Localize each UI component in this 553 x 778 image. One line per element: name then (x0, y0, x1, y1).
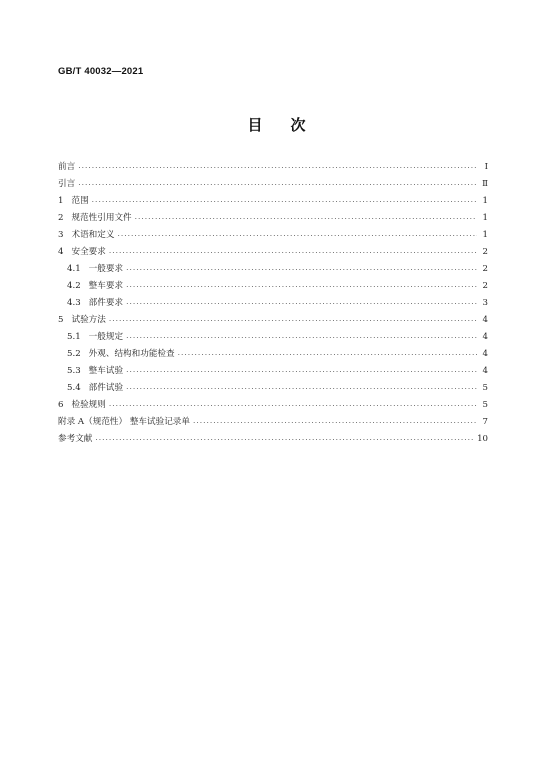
toc-dot-leader (126, 363, 477, 380)
toc-entry-number: 5.1 (67, 332, 81, 342)
toc-entry[interactable] (58, 363, 488, 380)
toc-dot-leader (109, 244, 477, 261)
toc-entry-number: 5.2 (67, 349, 81, 359)
toc-entry[interactable] (58, 431, 488, 448)
toc-page-number: 2 (482, 281, 488, 291)
toc-page-number: 1 (482, 196, 488, 206)
toc-entry-title (58, 244, 106, 261)
toc-entry-title (58, 312, 106, 329)
toc-entry[interactable] (58, 227, 488, 244)
toc-entry-title (67, 346, 175, 363)
toc-entry-number: 4.2 (67, 281, 81, 291)
toc-page-number: Ⅱ (482, 179, 488, 189)
toc-page-number: 5 (482, 400, 488, 410)
toc-entry-label: 一般要求 (88, 264, 124, 274)
toc-entry-number: 4 (58, 247, 64, 257)
table-of-contents (58, 159, 488, 448)
toc-entry-label: 整车要求 (88, 281, 124, 291)
toc-page-number: 1 (482, 213, 488, 223)
toc-page-number: 4 (482, 349, 488, 359)
toc-entry-number: 2 (58, 213, 64, 223)
toc-entry-number: 6 (58, 400, 64, 410)
toc-entry-title (67, 261, 123, 278)
toc-entry-number: 4.1 (67, 264, 81, 274)
title-char-1: 目 (247, 116, 263, 134)
toc-entry[interactable] (58, 176, 488, 193)
toc-dot-leader (78, 176, 477, 193)
toc-entry[interactable] (58, 295, 488, 312)
toc-entry[interactable] (58, 159, 488, 176)
toc-entry-title (58, 227, 114, 244)
toc-entry-label: 引言 (58, 179, 76, 189)
toc-entry-label: 前言 (58, 162, 76, 172)
toc-entry-label: 参考文献 (58, 434, 93, 444)
toc-page-number: Ⅰ (484, 162, 488, 172)
toc-entry-title (67, 278, 123, 295)
toc-dot-leader (109, 397, 477, 414)
toc-entry-number: 5.3 (67, 366, 81, 376)
toc-dot-leader (193, 414, 477, 431)
toc-entry[interactable] (58, 346, 488, 363)
toc-entry-title (67, 329, 123, 346)
title-char-2: 次 (290, 116, 306, 134)
toc-dot-leader (126, 261, 477, 278)
toc-entry-number: 5.4 (67, 383, 81, 393)
toc-entry-title (58, 414, 190, 431)
toc-entry[interactable] (58, 210, 488, 227)
toc-entry[interactable] (58, 244, 488, 261)
toc-entry-number: 1 (58, 196, 64, 206)
toc-entry[interactable] (58, 312, 488, 329)
toc-entry[interactable] (58, 329, 488, 346)
toc-entry[interactable] (58, 380, 488, 397)
toc-entry[interactable] (58, 193, 488, 210)
toc-page-number: 4 (482, 315, 488, 325)
toc-entry-label: 部件要求 (88, 298, 124, 308)
toc-entry-number: 4.3 (67, 298, 81, 308)
toc-page-number: 5 (482, 383, 488, 393)
toc-entry-title (67, 363, 123, 380)
toc-entry-title (67, 295, 123, 312)
toc-entry-title (67, 380, 123, 397)
toc-entry-label: 检验规则 (71, 400, 106, 410)
toc-dot-leader (95, 431, 474, 448)
toc-entry-title (58, 193, 89, 210)
toc-entry-number: 5 (58, 315, 64, 325)
toc-page-number: 1 (482, 230, 488, 240)
toc-entry[interactable] (58, 261, 488, 278)
toc-entry-title (58, 210, 132, 227)
page-title (0, 114, 553, 135)
toc-entry-label: 范围 (71, 196, 89, 206)
toc-entry-title (58, 397, 106, 414)
toc-page-number: 2 (482, 264, 488, 274)
toc-entry-label: 附录 A（规范性） 整车试验记录单 (58, 417, 190, 427)
toc-entry-label: 安全要求 (71, 247, 106, 257)
toc-page-number: 10 (477, 434, 488, 444)
toc-entry-label: 试验方法 (71, 315, 106, 325)
toc-dot-leader (117, 227, 477, 244)
toc-page-number: 7 (482, 417, 488, 427)
toc-entry-label: 整车试验 (88, 366, 124, 376)
toc-dot-leader (92, 193, 477, 210)
toc-entry-title (58, 159, 75, 176)
toc-entry-title (58, 431, 92, 448)
toc-entry[interactable] (58, 414, 488, 431)
toc-dot-leader (126, 295, 477, 312)
toc-dot-leader (135, 210, 477, 227)
toc-dot-leader (126, 278, 477, 295)
toc-entry-label: 部件试验 (88, 383, 124, 393)
toc-dot-leader (126, 380, 477, 397)
toc-dot-leader (178, 346, 477, 363)
toc-entry-label: 规范性引用文件 (71, 213, 132, 223)
standard-number: GB/T 40032—2021 (58, 66, 144, 77)
toc-entry[interactable] (58, 278, 488, 295)
toc-entry-label: 术语和定义 (71, 230, 115, 240)
toc-page-number: 4 (482, 332, 488, 342)
toc-entry-title (58, 176, 75, 193)
toc-page-number: 3 (482, 298, 488, 308)
toc-page-number: 2 (482, 247, 488, 257)
toc-dot-leader (78, 159, 477, 176)
toc-entry-label: 外观、结构和功能检查 (88, 349, 175, 359)
toc-dot-leader (109, 312, 477, 329)
toc-entry-number: 3 (58, 230, 64, 240)
toc-entry[interactable] (58, 397, 488, 414)
toc-entry-label: 一般规定 (88, 332, 124, 342)
toc-dot-leader (126, 329, 477, 346)
toc-page-number: 4 (482, 366, 488, 376)
